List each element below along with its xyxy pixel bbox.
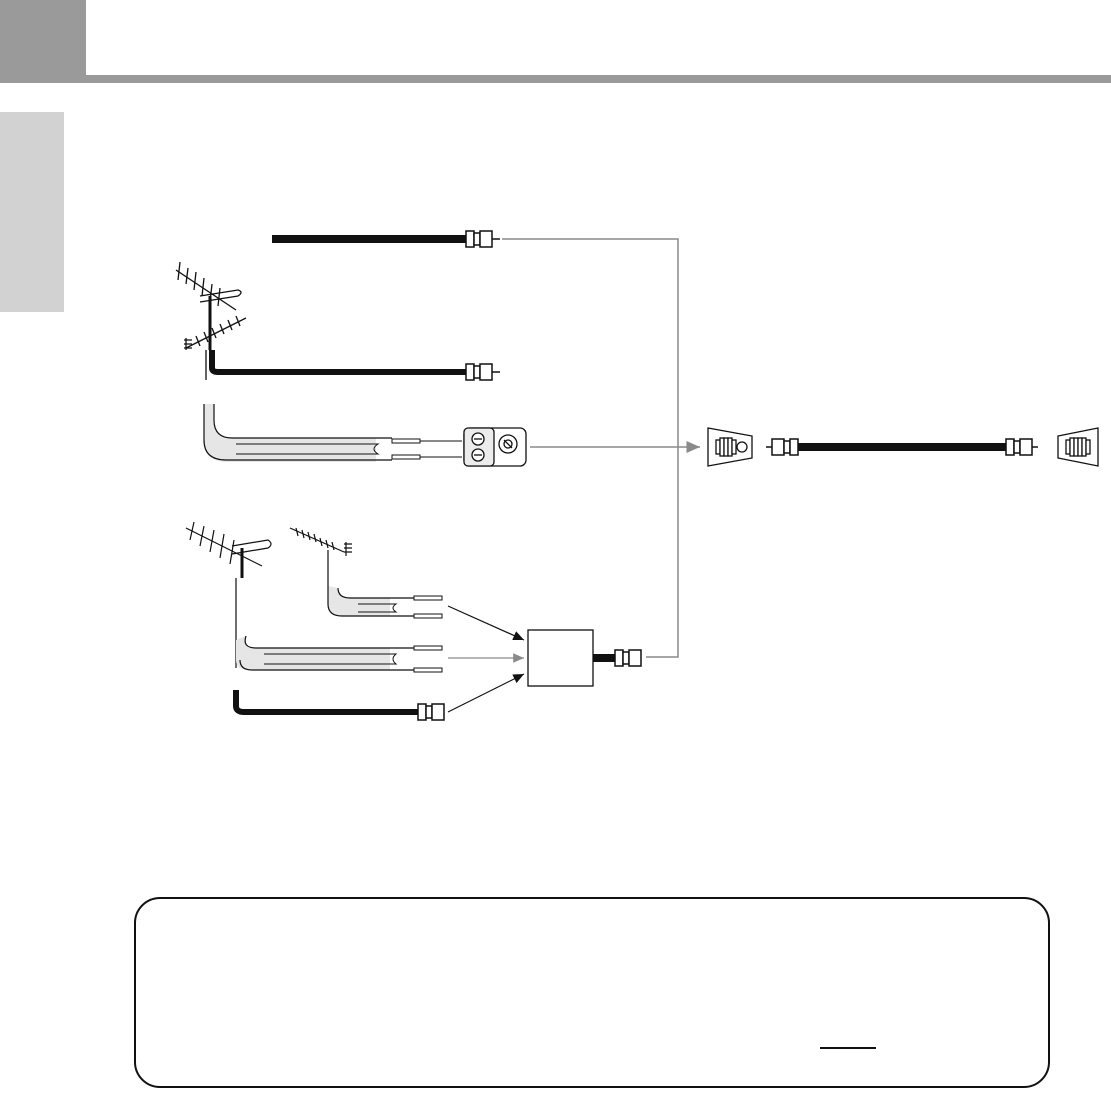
band-combiner-box: [528, 630, 641, 686]
coax-jumper-cable: [766, 439, 1038, 455]
twin-lead-cable-with-300-75-ohm-transformer: [204, 404, 526, 466]
vhf-antenna: [186, 522, 271, 668]
uhf-antenna: [290, 528, 352, 586]
tv-antenna-terminal-right: [1058, 428, 1098, 466]
signal-arrow-uhf: [448, 606, 524, 640]
twin-lead-cable-vhf: [236, 636, 442, 672]
matching-transformer-icon: [464, 428, 526, 466]
tool-caption-underline: [820, 1047, 876, 1049]
coax-cable-from-antenna: [212, 350, 500, 380]
signal-arrow-vhf-coax: [448, 674, 524, 712]
note-box: [134, 897, 1050, 1088]
f-connector-icon: [466, 364, 500, 380]
f-connector-icon: [466, 231, 500, 247]
twin-lead-cable-uhf: [328, 586, 442, 618]
coax-cable-top: [272, 231, 500, 247]
coax-cable-vhf: [236, 690, 444, 720]
signal-path-line: [502, 239, 678, 657]
tv-antenna-terminal-left: [708, 428, 752, 466]
